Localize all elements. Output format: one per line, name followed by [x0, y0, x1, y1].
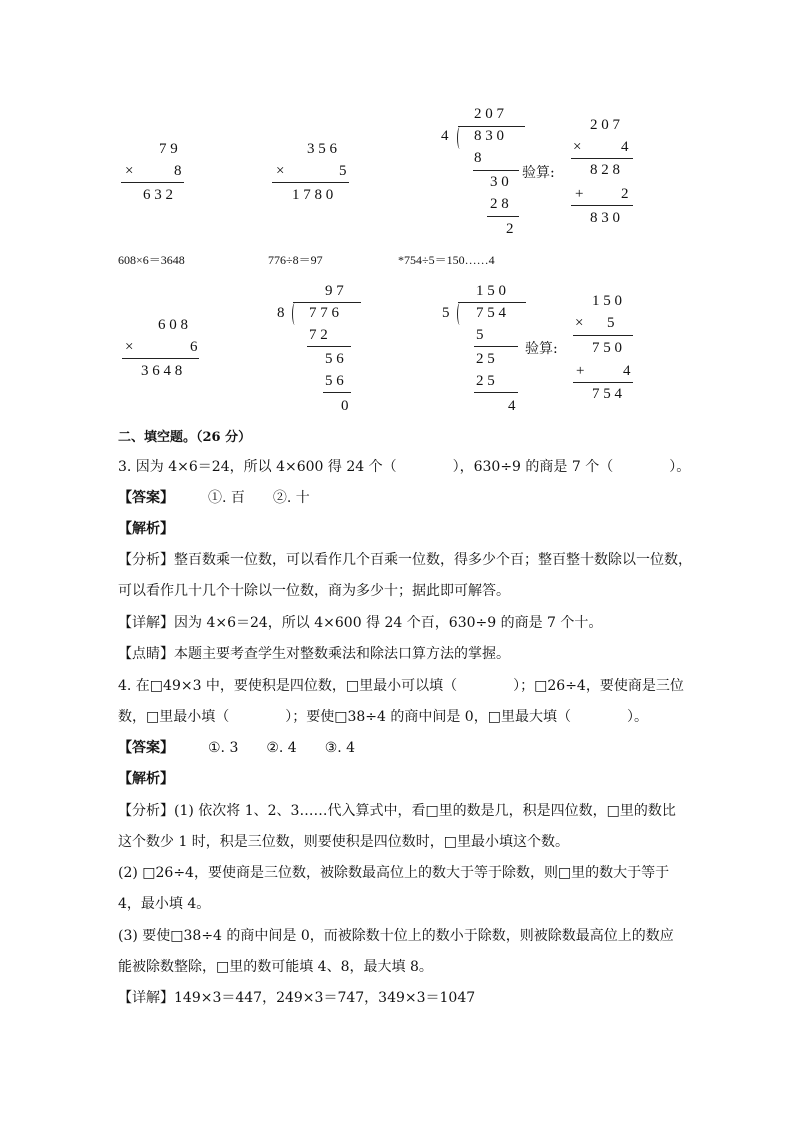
q3-analysis-1: 【分析】整百数乘一位数，可以看作几个百乘一位数，得多少个百；整百整十数除以一位数，: [118, 552, 692, 568]
div-e-dividend: 7 7 6: [309, 305, 339, 321]
div-c-step1: 8: [474, 150, 482, 166]
div-e-rule2: [323, 392, 351, 393]
div-f-rule1: [474, 346, 518, 347]
calc-a-top: 7 9: [159, 141, 178, 157]
div-f-check-plus: +: [576, 363, 585, 379]
q4-question-1: 4. 在□49×3 中，要使积是四位数，□里最小可以填（ ）；□26÷4，要使商是三位: [118, 678, 684, 694]
div-e-divisor: 8: [277, 305, 285, 321]
div-f-step3: 2 5: [476, 373, 495, 389]
div-c-quotient: 2 0 7: [474, 106, 504, 122]
calc-d-rule: [122, 358, 199, 359]
calc-a-op: ×: [125, 163, 134, 179]
div-e-bracket: [292, 303, 299, 325]
q4-answer: ①. 3 ②. 4 ③. 4: [208, 740, 356, 756]
div-c-top-rule: [458, 126, 525, 127]
div-f-check-add: 4: [623, 363, 631, 379]
calc-b-op: ×: [276, 163, 285, 179]
q3-analysis-label: 【解析】: [118, 521, 174, 537]
q3-answer-label: 【答案】: [118, 490, 174, 506]
div-c-check-rule1: [571, 158, 633, 159]
q4-answer-row: [118, 737, 355, 757]
div-c-check-label: 验算:: [522, 165, 555, 181]
div-c-bracket: [457, 127, 464, 149]
equation-3: *754÷5＝150……4: [398, 253, 495, 267]
div-f-check-rule2: [573, 382, 633, 383]
q4-detail: 【详解】149×3＝447，249×3＝747，349×3＝1047: [118, 990, 476, 1006]
div-c-rule1: [473, 170, 519, 171]
calc-b-rule: [272, 182, 349, 183]
div-f-check-prod: 7 5 0: [592, 340, 622, 356]
div-f-step2: 2 5: [476, 351, 495, 367]
div-e-step3: 5 6: [325, 373, 344, 389]
div-f-remainder: 4: [508, 398, 516, 414]
div-f-quotient: 1 5 0: [476, 283, 506, 299]
div-f-check-mult: 5: [607, 315, 615, 331]
q4-question-2: 数，□里最小填（ ）；要使□38÷4 的商中间是 0，□里最大填（ ）。: [118, 709, 648, 725]
div-c-check-rule2: [571, 205, 633, 206]
div-c-check-top: 2 0 7: [590, 117, 620, 133]
div-f-check-op: ×: [575, 315, 584, 331]
div-f-check-label: 验算:: [525, 341, 558, 357]
div-c-check-mult: 4: [621, 139, 629, 155]
equation-2: 776÷8＝97: [268, 253, 323, 267]
q3-question: 3. 因为 4×6＝24，所以 4×600 得 24 个（ ），630÷9 的商是 7 个（ ）。: [118, 459, 691, 475]
div-e-remainder: 0: [341, 398, 349, 414]
section-title: 二、填空题。（26 分）: [118, 430, 252, 445]
calc-b-mult: 5: [339, 163, 347, 179]
q4-analysis-3b: 能被除数整除，□里的数可能填 4、8，最大填 8。: [118, 959, 433, 975]
q3-comment: 【点睛】本题主要考查学生对整数乘法和除法口算方法的掌握。: [118, 646, 510, 662]
div-c-step3: 2 8: [490, 196, 509, 212]
q4-answer-label: 【答案】: [118, 740, 174, 756]
q4-analysis-2b: 4，最小填 4。: [118, 896, 211, 912]
q3-answer: ①. 百 ②. 十: [208, 490, 310, 506]
q3-answer-row: [118, 487, 310, 507]
div-e-quotient: 9 7: [325, 283, 344, 299]
q4-analysis-3a: (3) 要使□38÷4 的商中间是 0，而被除数十位上的数小于除数，则被除数最高位上的数应: [118, 928, 674, 944]
div-c-remainder: 2: [506, 221, 514, 237]
q4-analysis-label: 【解析】: [118, 771, 174, 787]
div-e-step1: 7 2: [309, 327, 328, 343]
calc-a-result: 6 3 2: [143, 187, 173, 203]
div-f-check-rule1: [573, 335, 633, 336]
calc-b-top: 3 5 6: [307, 141, 337, 157]
div-f-check-top: 1 5 0: [592, 293, 622, 309]
calc-d-op: ×: [125, 339, 134, 355]
div-c-divisor: 4: [441, 128, 449, 144]
div-c-check-op: ×: [573, 139, 582, 155]
div-e-rule1: [307, 346, 351, 347]
q4-analysis-1b: 这个数少 1 时，积是三位数，则要使积是四位数时，□里最小填这个数。: [118, 834, 570, 850]
div-c-check-plus: +: [575, 186, 584, 202]
div-f-bracket: [457, 303, 464, 325]
q3-analysis-2: 可以看作几十几个十除以一位数，商为多少十；据此即可解答。: [118, 583, 510, 599]
calc-a-rule: [121, 182, 184, 183]
div-f-top-rule: [458, 302, 526, 303]
calc-b-result: 1 7 8 0: [292, 187, 334, 203]
div-c-check-prod: 8 2 8: [590, 162, 620, 178]
div-f-step1: 5: [476, 327, 484, 343]
div-f-divisor: 5: [442, 305, 450, 321]
div-c-rule2: [487, 216, 519, 217]
div-c-check-add: 2: [621, 186, 629, 202]
calc-d-top: 6 0 8: [158, 317, 188, 333]
q4-analysis-2a: (2) □26÷4，要使商是三位数，被除数最高位上的数大于等于除数，则□里的数大于等于: [118, 865, 670, 881]
div-c-dividend: 8 3 0: [474, 128, 504, 144]
div-c-step2: 3 0: [490, 174, 509, 190]
div-f-dividend: 7 5 4: [476, 305, 506, 321]
div-c-check-sum: 8 3 0: [590, 210, 620, 226]
div-f-rule2: [474, 392, 518, 393]
q4-analysis-1a: 【分析】(1) 依次将 1、2、3……代入算式中，看□里的数是几，积是四位数，□里的数比: [118, 803, 676, 819]
div-f-check-sum: 7 5 4: [592, 386, 622, 402]
div-e-top-rule: [293, 302, 361, 303]
calc-a-mult: 8: [174, 163, 182, 179]
div-e-step2: 5 6: [325, 351, 344, 367]
calc-d-result: 3 6 4 8: [141, 363, 183, 379]
q3-detail: 【详解】因为 4×6＝24，所以 4×600 得 24 个百，630÷9 的商是 7 个十。: [118, 615, 603, 631]
equation-1: 608×6＝3648: [118, 253, 185, 267]
calc-d-mult: 6: [190, 339, 198, 355]
